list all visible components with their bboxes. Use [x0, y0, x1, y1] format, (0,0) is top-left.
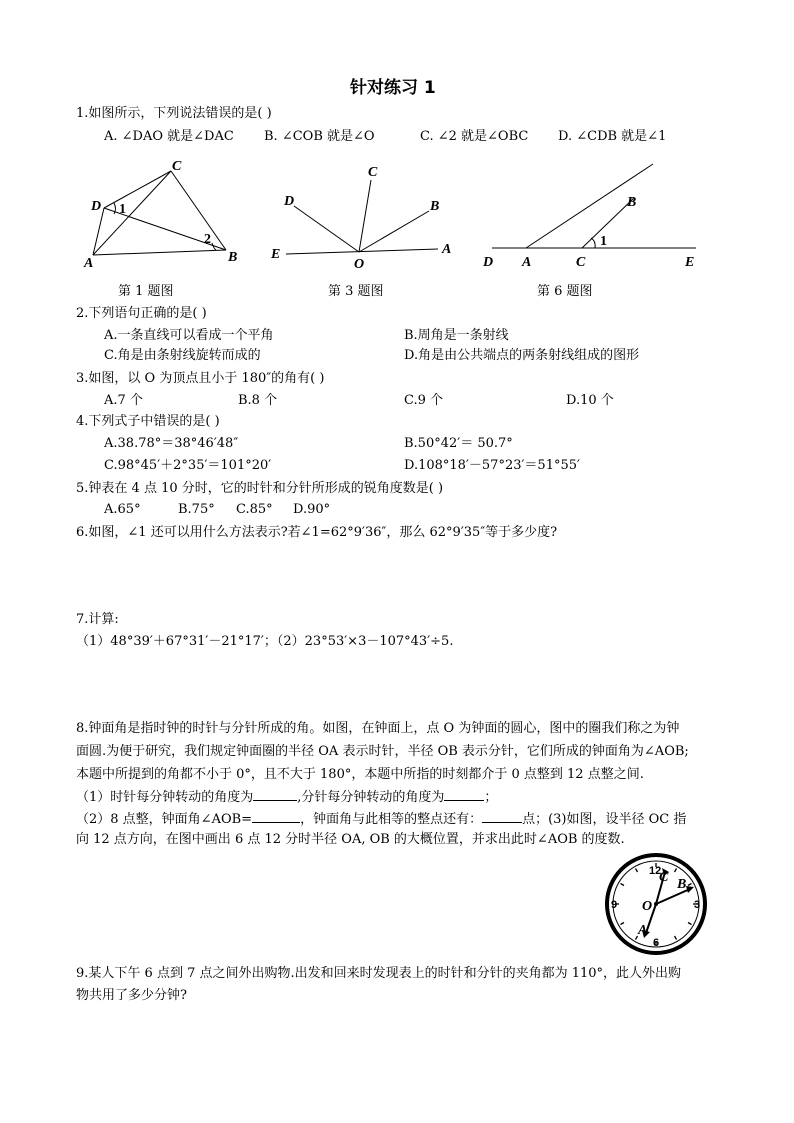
- q8-p2-text-b: ，钟面角与此相等的整点还有：: [300, 812, 483, 827]
- fig1-caption: 第 1 题图: [118, 284, 174, 299]
- q2-option-d: D.角是由公共端点的两条射线组成的图形: [404, 348, 640, 363]
- q8-p1-text-b: ,分针每分钟转动的角度为: [297, 790, 445, 805]
- q8-p2-text-a: （2）8 点整，钟面角∠AOB=: [76, 812, 253, 827]
- fig1-label-d: D: [91, 199, 102, 214]
- q2-option-b: B.周角是一条射线: [404, 328, 509, 343]
- clock-label-a: A: [638, 923, 648, 938]
- clock-figure: [600, 852, 712, 956]
- q7-label: 7.计算:: [76, 612, 119, 627]
- fig3-label-a: A: [442, 242, 452, 257]
- fig1-label-a: A: [84, 256, 94, 271]
- q1-option-a: A. ∠DAO 就是∠DAC: [104, 129, 234, 144]
- q8-para-line-3: 本题中所提到的角都不小于 0°，且不大于 180°，本题中所指的时刻都介于 0 点整到 12 点整之间.: [76, 767, 644, 782]
- q5-option-c: C.85°: [236, 502, 273, 517]
- fig6-label-e: E: [685, 255, 695, 270]
- fig3-caption: 第 3 题图: [328, 284, 384, 299]
- q8-blank-hour-rate[interactable]: [253, 788, 297, 801]
- q2-stem: 2.下列语句正确的是( ): [76, 306, 207, 321]
- fig6-label-b: B: [627, 195, 637, 210]
- q4-option-a: A.38.78°＝38°46′48″: [104, 436, 239, 451]
- fig3-label-o: O: [354, 257, 365, 272]
- fig1-label-b: B: [228, 250, 238, 265]
- q8-blank-angle[interactable]: [252, 810, 300, 823]
- q4-option-b: B.50°42′＝ 50.7°: [404, 436, 513, 451]
- fig3-label-e: E: [271, 247, 281, 262]
- clock-num-3: 3: [694, 899, 701, 911]
- q1-option-c: C. ∠2 就是∠OBC: [420, 129, 529, 144]
- fig3-label-c: C: [368, 165, 378, 180]
- fig3-label-b: B: [430, 199, 440, 214]
- q4-option-d: D.108°18′－57°23′＝51°55′: [404, 458, 580, 473]
- q8-blank-minute-rate[interactable]: [444, 788, 484, 801]
- figure-3-angles: [266, 158, 462, 272]
- q8-para-line-1: 8.钟面角是指时钟的时针与分针所成的角。如图，在钟面上，点 O 为钟面的圆心，图中的圈我们称之为钟: [76, 721, 680, 736]
- q4-option-c: C.98°45′＋2°35′＝101°20′: [104, 458, 272, 473]
- clock-label-b: B: [677, 877, 687, 892]
- q2-option-a: A.一条直线可以看成一个平角: [104, 328, 274, 343]
- fig1-label-2: 2: [204, 232, 211, 247]
- fig6-caption: 第 6 题图: [537, 284, 593, 299]
- q8-part-3: 向 12 点方向，在图中画出 6 点 12 分时半径 OA, OB 的大概位置，并求出此时∠AOB 的度数.: [76, 832, 625, 847]
- q5-option-b: B.75°: [178, 502, 215, 517]
- q8-part-2: [76, 810, 686, 828]
- fig1-label-c: C: [172, 159, 182, 174]
- fig6-label-a: A: [522, 255, 532, 270]
- q2-option-c: C.角是由条射线旋转而成的: [104, 348, 261, 363]
- page-title: 针对练习 1: [350, 78, 436, 98]
- clock-arrow-b: [686, 886, 694, 893]
- q1-stem: 1.如图所示，下列说法错误的是( ): [76, 106, 272, 121]
- q3-stem: 3.如图，以 O 为顶点且小于 180″的角有( ): [76, 371, 325, 386]
- clock-center-dot: [654, 902, 658, 906]
- q9-line-1: 9.某人下午 6 点到 7 点之间外出购物.出发和回来时发现表上的时针和分针的夹角都为 110°，此人外出购: [76, 966, 682, 981]
- q7-expression: （1）48°39′＋67°31′－21°17′；（2）23°53′×3－107°43′÷5.: [76, 634, 454, 649]
- q8-blank-hour[interactable]: [482, 810, 522, 823]
- q5-option-a: A.65°: [104, 502, 141, 517]
- q3-option-b: B.8 个: [238, 393, 278, 408]
- q8-p1-text-a: （1）时针每分钟转动的角度为: [76, 790, 254, 805]
- q9-line-2: 物共用了多少分钟?: [76, 988, 187, 1003]
- fig6-label-1: 1: [600, 234, 607, 249]
- q5-option-d: D.90°: [293, 502, 331, 517]
- q3-option-d: D.10 个: [566, 393, 614, 408]
- q1-option-d: D. ∠CDB 就是∠1: [558, 129, 667, 144]
- q5-stem: 5.钟表在 4 点 10 分时，它的时针和分针所形成的锐角度数是( ): [76, 481, 444, 496]
- q8-p1-text-c: ；: [484, 790, 498, 805]
- q1-option-b: B. ∠COB 就是∠O: [264, 129, 375, 144]
- fig6-label-c: C: [576, 255, 586, 270]
- q3-option-a: A.7 个: [104, 393, 143, 408]
- q6-stem: 6.如图，∠1 还可以用什么方法表示?若∠1=62°9′36″，那么 62°9′35″等于多少度?: [76, 525, 558, 540]
- clock-label-c: C: [659, 870, 669, 885]
- figure-6-angle: [478, 158, 704, 272]
- q3-option-c: C.9 个: [404, 393, 444, 408]
- fig3-label-d: D: [284, 194, 295, 209]
- fig6-label-d: D: [483, 255, 494, 270]
- q4-stem: 4.下列式子中错误的是( ): [76, 414, 220, 429]
- clock-num-6: 6: [653, 937, 660, 949]
- q8-para-line-2: 面圆.为便于研究，我们规定钟面圈的半径 OA 表示时针，半径 OB 表示分针，它们所成的钟面角为∠AOB;: [76, 744, 689, 759]
- clock-num-9: 9: [611, 899, 618, 911]
- q8-p2-text-c: 点；(3)如图，设半径 OC 指: [522, 812, 687, 827]
- q8-part-1: [76, 788, 497, 806]
- clock-label-o: O: [642, 899, 653, 914]
- fig1-label-1: 1: [119, 202, 126, 217]
- clock-num-12: 12: [649, 865, 662, 877]
- figure-1-triangle: [78, 150, 248, 272]
